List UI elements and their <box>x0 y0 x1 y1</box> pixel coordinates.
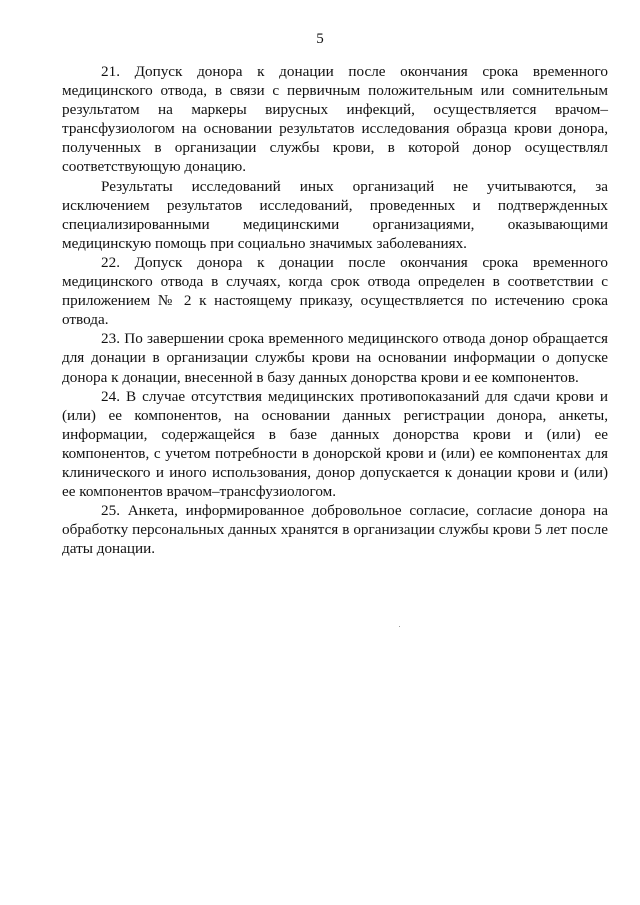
paragraph-25: 25. Анкета, информированное добровольное согласие, согласие донора на обработку персональных данных хранятся в организации службы крови 5 лет после даты донации. <box>62 502 608 558</box>
scan-speck <box>399 626 400 627</box>
paragraph-21: 21. Допуск донора к донации после окончания срока временного медицинского отвода, в связи с первичным положительным или сомнительным результатом на маркеры вирусных инфекций, осуществляется врачом–трансфузиологом на основании результатов исследования образца крови донора, полученных в организации службы крови, в которой донор осуществлял соответствующую донацию. <box>62 63 608 176</box>
page-number: 5 <box>316 31 324 47</box>
document-body <box>62 62 608 558</box>
paragraph-21-note: Результаты исследований иных организаций не учитываются, за исключением результатов исследований, проведенных и подтвержденных специализированными медицинскими организациями, оказывающими медицинскую помощь при социально значимых заболеваниях. <box>62 177 608 252</box>
paragraph-24: 24. В случае отсутствия медицинских противопоказаний для сдачи крови и (или) ее компонентов, на основании данных регистрации донора, анкеты, информации, содержащейся в базе данных донорства крови и (или) ее компонентов, с учетом потребности в донорской крови и (или) ее компонентах для клинического и иного использования, донор допускается к донации крови и (или) ее компонентов врачом–трансфузиологом. <box>62 387 608 501</box>
paragraph-23: 23. По завершении срока временного медицинского отвода донор обращается для донации в организации службы крови на основании информации о допуске донора к донации, внесенной в базу данных донорства крови и ее компонентов. <box>62 330 608 386</box>
paragraph-22: 22. Допуск донора к донации после окончания срока временного медицинского отвода в случаях, когда срок отвода определен в соответствии с приложением № 2 к настоящему приказу, осуществляется по истечению срока отвода. <box>62 253 608 329</box>
